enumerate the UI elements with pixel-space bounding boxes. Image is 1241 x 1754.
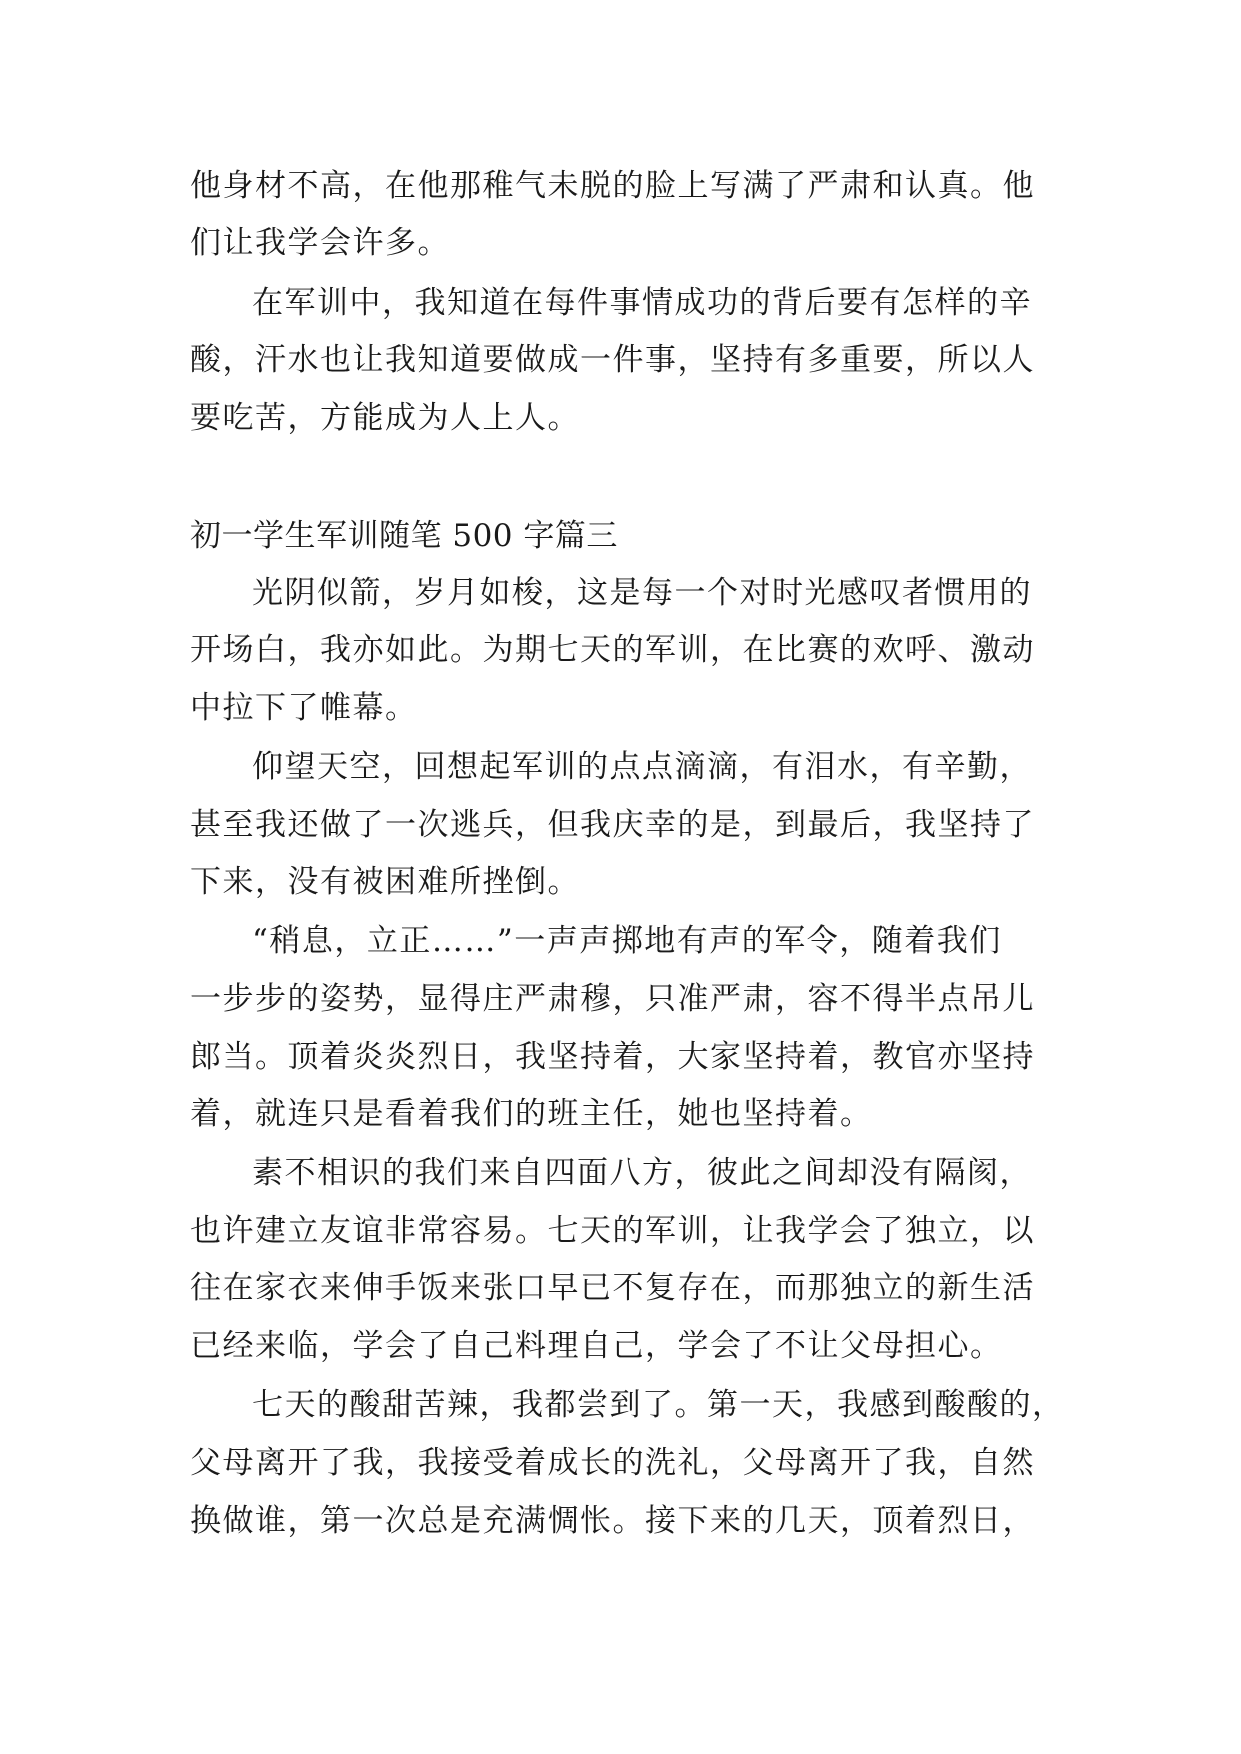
paragraph-line: 要吃苦，方能成为人上人。: [190, 400, 580, 436]
paragraph-line: 换做谁，第一次总是充满惆怅。接下来的几天，顶着烈日，: [190, 1503, 1035, 1539]
paragraph-line: 郎当。顶着炎炎烈日，我坚持着，大家坚持着，教官亦坚持: [190, 1039, 1035, 1075]
paragraph-line: 们让我学会许多。: [190, 225, 450, 261]
paragraph-line: 下来，没有被困难所挫倒。: [190, 864, 580, 900]
paragraph-line: 往在家衣来伸手饭来张口早已不复存在，而那独立的新生活: [190, 1270, 1035, 1306]
paragraph-line: 七天的酸甜苦辣，我都尝到了。第一天，我感到酸酸的，: [252, 1387, 1065, 1423]
paragraph-line: 素不相识的我们来自四面八方，彼此之间却没有隔阂，: [252, 1155, 1032, 1191]
paragraph-line: 着，就连只是看着我们的班主任，她也坚持着。: [190, 1096, 873, 1132]
paragraph-line: 父母离开了我，我接受着成长的洗礼，父母离开了我，自然: [190, 1445, 1035, 1481]
paragraph-line: 也许建立友谊非常容易。七天的军训，让我学会了独立，以: [190, 1213, 1035, 1249]
paragraph-line: 他身材不高，在他那稚气未脱的脸上写满了严肃和认真。他: [190, 168, 1035, 204]
paragraph-line: 在军训中，我知道在每件事情成功的背后要有怎样的辛: [252, 285, 1032, 321]
paragraph-line: 甚至我还做了一次逃兵，但我庆幸的是，到最后，我坚持了: [190, 807, 1035, 843]
paragraph-line: “稍息，立正……”一声声掷地有声的军令，随着我们: [252, 923, 1002, 959]
paragraph-line: 一步步的姿势，显得庄严肃穆，只准严肃，容不得半点吊儿: [190, 981, 1035, 1017]
paragraph-line: 光阴似箭，岁月如梭，这是每一个对时光感叹者惯用的: [252, 575, 1032, 611]
paragraph-line: 中拉下了帷幕。: [190, 690, 418, 726]
section-heading: 初一学生军训随笔 500 字篇三: [190, 518, 618, 554]
paragraph-line: 已经来临，学会了自己料理自己，学会了不让父母担心。: [190, 1328, 1003, 1364]
paragraph-line: 开场白，我亦如此。为期七天的军训，在比赛的欢呼、激动: [190, 632, 1035, 668]
paragraph-line: 酸，汗水也让我知道要做成一件事，坚持有多重要，所以人: [190, 342, 1035, 378]
paragraph-line: 仰望天空，回想起军训的点点滴滴，有泪水，有辛勤，: [252, 749, 1032, 785]
